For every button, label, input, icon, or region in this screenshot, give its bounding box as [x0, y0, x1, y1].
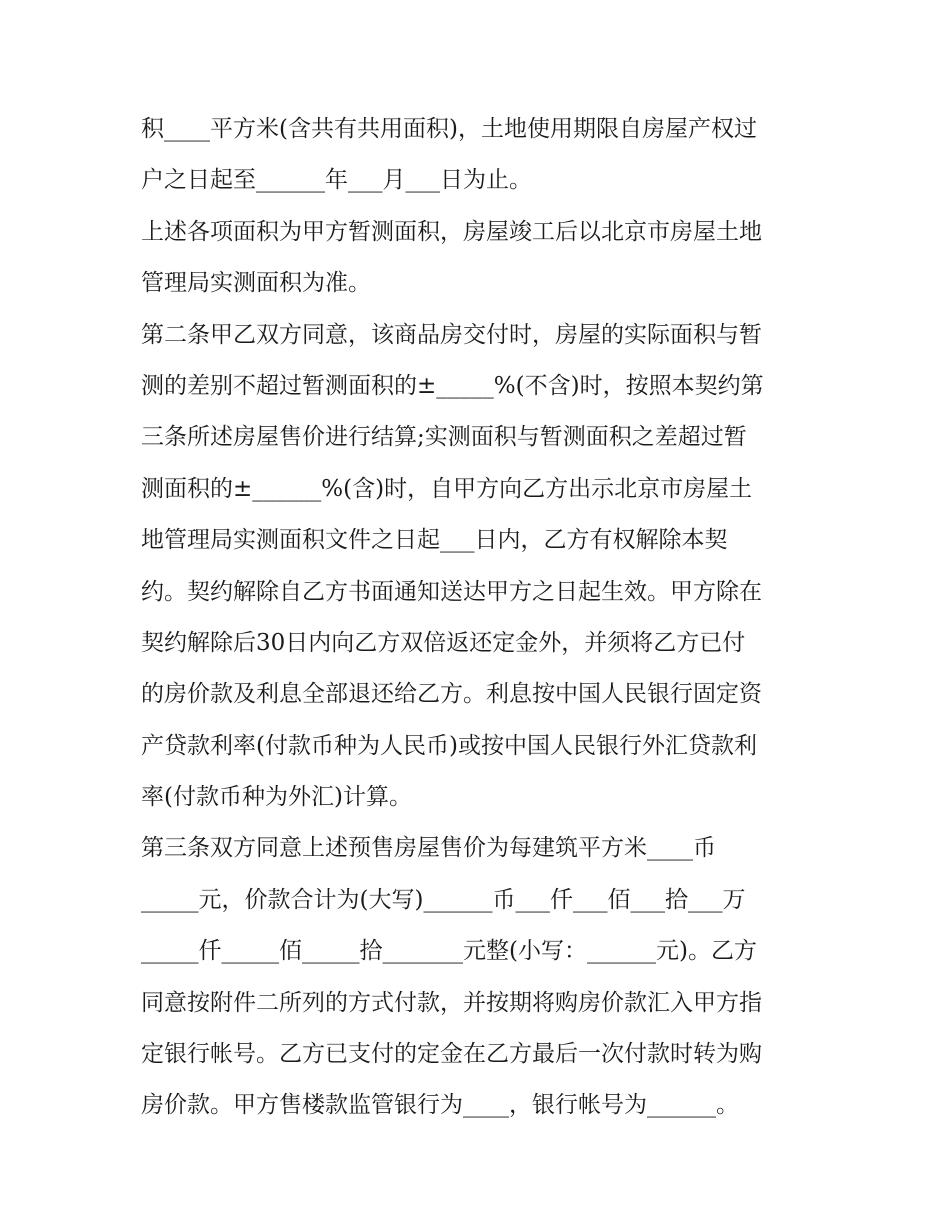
text-line: 积____平方米(含共有共用面积)，土地使用期限自房屋产权过: [141, 116, 757, 142]
text-line: 测的差别不超过暂测面积的±_____%(不含)时，按照本契约第: [141, 372, 764, 399]
text-line: 的房价款及利息全部退还给乙方。利息按中国人民银行固定资: [141, 681, 762, 708]
text-line: 房价款。甲方售楼款监管银行为____，银行帐号为______。: [141, 1092, 739, 1119]
text-line: 产贷款利率(付款币种为人民币)或按中国人民银行外汇贷款利: [141, 732, 757, 759]
text-line: 第二条甲乙双方同意，该商品房交付时，房屋的实际面积与暂: [141, 321, 762, 348]
text-line: 同意按附件二所列的方式付款，并按期将购房价款汇入甲方指: [141, 989, 762, 1016]
text-line: 定银行帐号。乙方已支付的定金在乙方最后一次付款时转为购: [141, 1041, 762, 1068]
text-line: 三条所述房屋售价进行结算;实测面积与暂测面积之差超过暂: [141, 424, 747, 451]
document-body: [141, 104, 821, 1132]
text-line: 第三条双方同意上述预售房屋售价为每建筑平方米____币: [141, 835, 716, 862]
text-line: 地管理局实测面积文件之日起___日内，乙方有权解除本契: [141, 527, 728, 554]
text-line: 率(付款币种为外汇)计算。: [141, 784, 412, 811]
text-line: 约。契约解除自乙方书面通知送达甲方之日起生效。甲方除在: [141, 578, 762, 605]
text-line: 管理局实测面积为准。: [141, 270, 371, 297]
text-line: 契约解除后30日内向乙方双倍返还定金外，并须将乙方已付: [141, 629, 746, 656]
text-line: _____仟_____佰_____拾_______元整(小写：______元)。乙方: [141, 938, 757, 965]
text-line: 户之日起至______年___月___日为止。: [141, 167, 532, 194]
text-line: 测面积的±______%(含)时，自甲方向乙方出示北京市房屋土: [141, 475, 753, 502]
text-line: _____元，价款合计为(大写)______币___仟___佰___拾___万: [141, 886, 746, 913]
text-line: 上述各项面积为甲方暂测面积，房屋竣工后以北京市房屋土地: [141, 218, 762, 245]
